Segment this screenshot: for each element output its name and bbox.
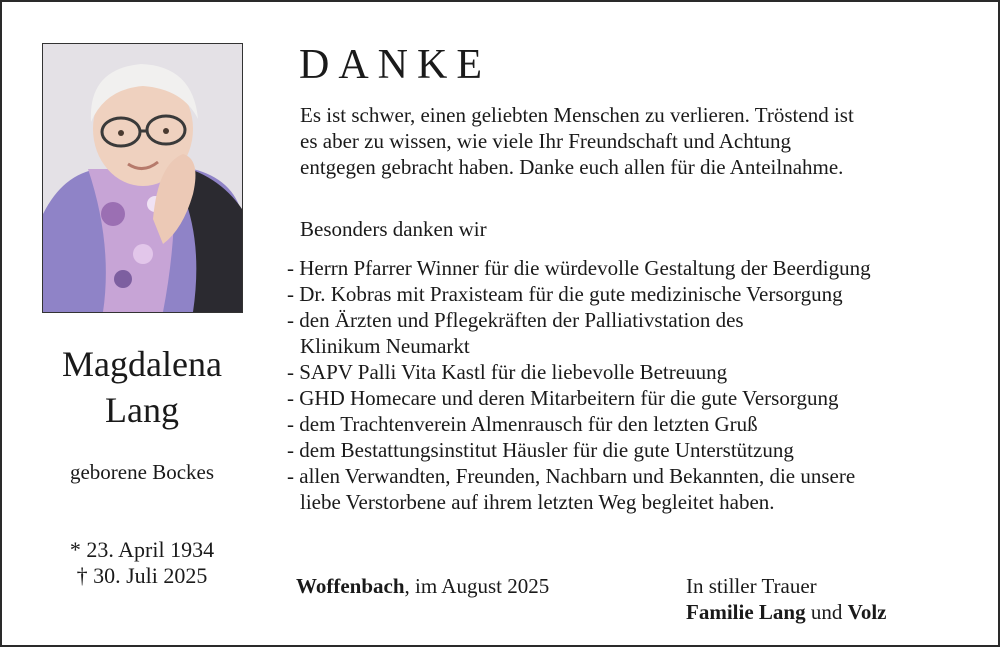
death-date: † 30. Juli 2025 [76, 563, 208, 588]
family-name-2: Volz [847, 600, 887, 624]
deceased-last-name: Lang [105, 390, 179, 430]
deceased-first-name: Magdalena [62, 344, 222, 384]
intro-line: Es ist schwer, einen geliebten Menschen zu verlieren. Tröstend ist [300, 103, 854, 127]
family-conjunction: und [805, 600, 848, 624]
portrait-photo [42, 43, 243, 313]
thanks-item: - Herrn Pfarrer Winner für die würdevolle Gestaltung der Beerdigung [287, 256, 871, 280]
thanks-list [287, 255, 871, 515]
intro-line: entgegen gebracht haben. Danke euch allen für die Anteilnahme. [300, 155, 844, 179]
mourning-line: In stiller Trauer [686, 574, 817, 598]
intro-line: es aber zu wissen, wie viele Ihr Freundschaft und Achtung [300, 129, 792, 153]
thanks-item: - Dr. Kobras mit Praxisteam für die gute medizinische Versorgung [287, 282, 843, 306]
place-date: , im August 2025 [404, 574, 550, 598]
portrait-illustration [43, 44, 242, 312]
thanks-item: - SAPV Palli Vita Kastl für die liebevolle Betreuung [287, 360, 728, 384]
birth-date: * 23. April 1934 [69, 537, 215, 562]
birth-name: geborene Bockes [69, 460, 215, 484]
thanks-item: - allen Verwandten, Freunden, Nachbarn und Bekannten, die unsere [287, 464, 856, 488]
intro-text [300, 102, 980, 180]
place-town: Woffenbach [296, 574, 405, 598]
thanks-item: - dem Bestattungsinstitut Häusler für die gute Unterstützung [287, 438, 794, 462]
family-name-1: Familie Lang [686, 600, 806, 624]
besonders-heading: Besonders danken wir [300, 217, 487, 241]
mourning-signature [686, 573, 887, 625]
thanks-item: - den Ärzten und Pflegekräften der Palliativstation des [287, 308, 744, 332]
thanks-item-continuation: Klinikum Neumarkt [300, 334, 470, 358]
thanks-item: - GHD Homecare und deren Mitarbeitern für die gute Versorgung [287, 386, 839, 410]
thanks-item: - dem Trachtenverein Almenrausch für den letzten Gruß [287, 412, 758, 436]
mourning-families [686, 599, 887, 625]
thanks-item-continuation: liebe Verstorbene auf ihrem letzten Weg begleitet haben. [300, 490, 775, 514]
place-and-date [296, 573, 549, 599]
heading-danke: DANKE [299, 42, 491, 88]
